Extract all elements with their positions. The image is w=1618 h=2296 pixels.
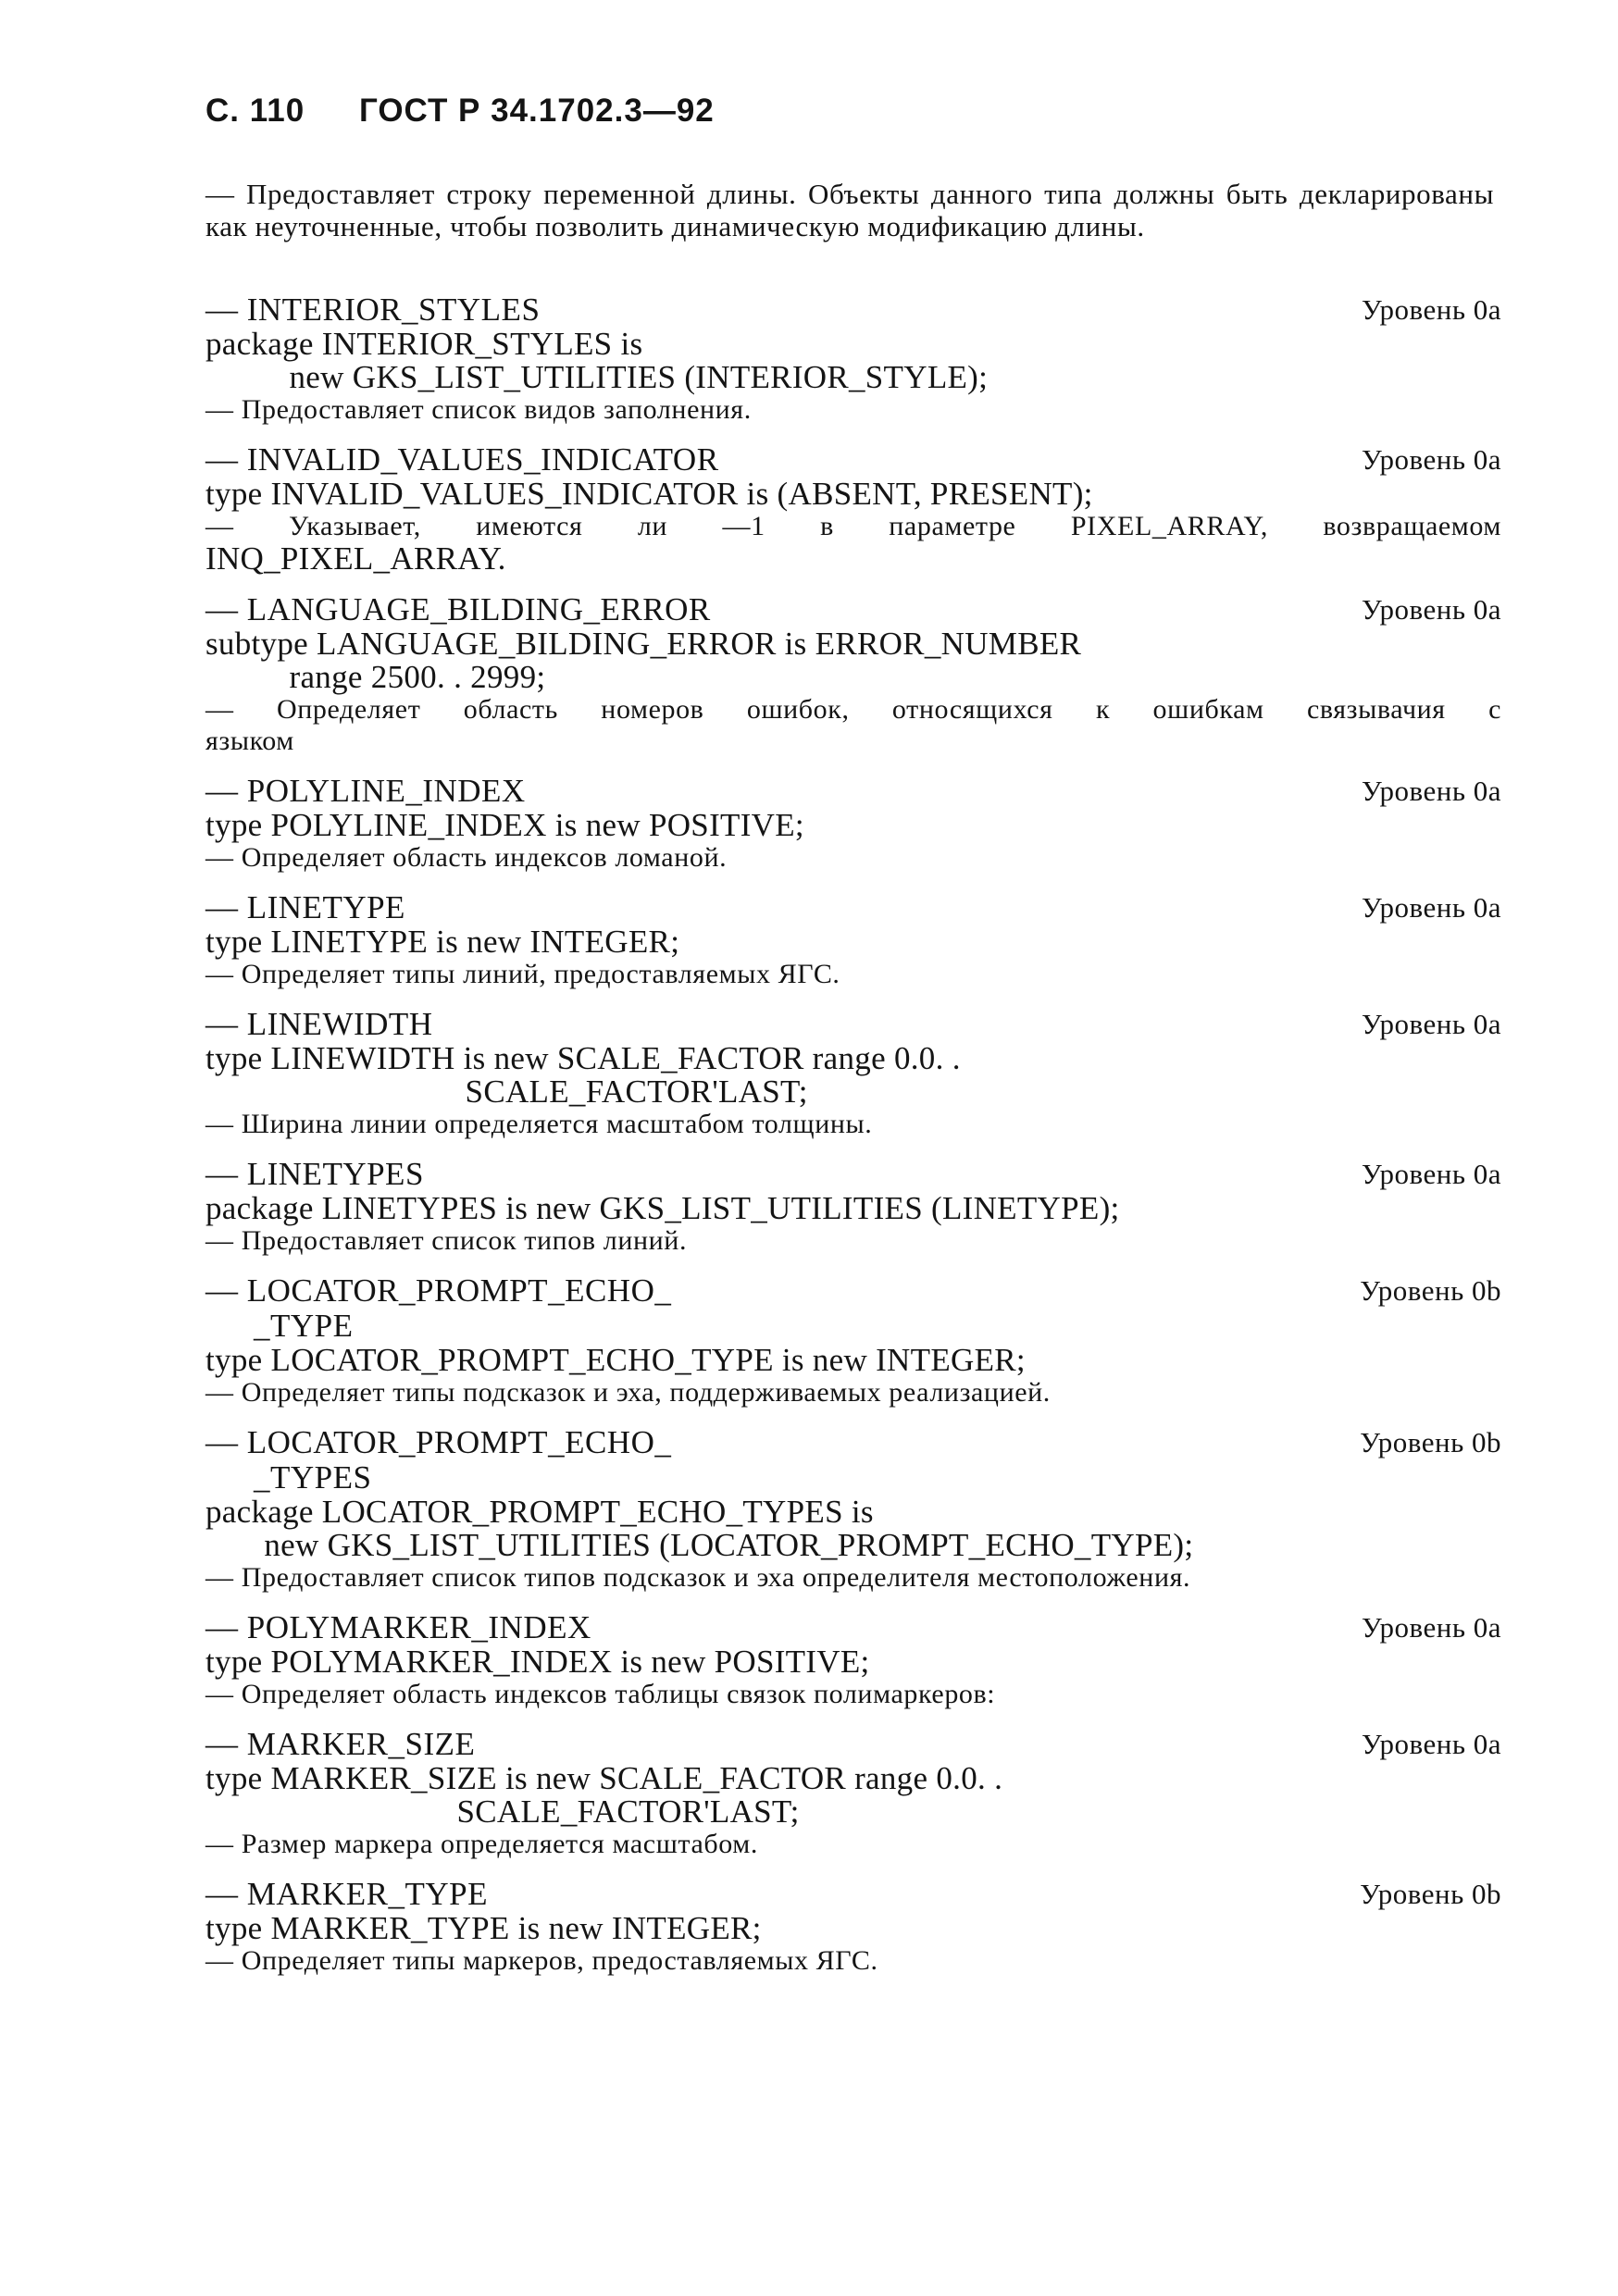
entry-header (205, 1273, 1501, 1344)
entry-code: type POLYLINE_INDEX is new POSITIVE; (205, 807, 804, 843)
entry-header (205, 292, 1501, 328)
entry-code: type LINEWIDTH is new SCALE_FACTOR range 0.0. . SCALE_FACTOR'LAST; (205, 1040, 961, 1110)
entry-header (205, 1727, 1501, 1762)
entry-level: Уровень 0a (1361, 1728, 1501, 1760)
entry-header (205, 890, 1501, 925)
entry-description-continuation: INQ_PIXEL_ARRAY. (205, 540, 506, 577)
entry-description: — Определяет типы подсказок и эха, поддерживаемых реализацией. (205, 1377, 1051, 1408)
definition-entry (205, 1727, 1501, 1860)
entry-code: type MARKER_SIZE is new SCALE_FACTOR range 0.0. . SCALE_FACTOR'LAST; (205, 1760, 1003, 1830)
definition-entry (205, 890, 1501, 990)
page-number: С. 110 (205, 93, 305, 129)
entry-name-continuation: _TYPE (254, 1308, 354, 1344)
entry-header (205, 1877, 1501, 1912)
entry-name: — POLYMARKER_INDEX (205, 1609, 591, 1645)
entry-level: Уровень 0b (1360, 1878, 1501, 1910)
entry-level: Уровень 0a (1361, 1611, 1501, 1644)
entry-level: Уровень 0a (1361, 775, 1501, 807)
entry-header (205, 774, 1501, 809)
definition-entry (205, 1157, 1501, 1257)
entry-name: — LINETYPES (205, 1156, 424, 1192)
entry-name (205, 1273, 1501, 1344)
entry-header (205, 1157, 1501, 1192)
entry-name-line: — LOCATOR_PROMPT_ECHO_ (205, 1424, 672, 1460)
page-header (205, 93, 715, 130)
entry-description-continuation: языком (205, 726, 294, 756)
entry-name: — LINETYPE (205, 889, 405, 925)
entry-description: — Определяет область индексов таблицы связок полимаркеров: (205, 1679, 996, 1709)
entry-name: — LINEWIDTH (205, 1006, 433, 1042)
entry-code: package LINETYPES is new GKS_LIST_UTILITIES (LINETYPE); (205, 1190, 1120, 1226)
entry-header (205, 1425, 1501, 1496)
entry-level: Уровень 0b (1360, 1274, 1501, 1307)
entry-description: — Размер маркера определяется масштабом. (205, 1829, 758, 1859)
entry-code: type LINETYPE is new INTEGER; (205, 924, 680, 960)
entry-description: — Определяет область номеров ошибок, относящихся к ошибкам связывачия с (205, 694, 1501, 725)
entry-name: — POLYLINE_INDEX (205, 773, 526, 809)
entry-level: Уровень 0a (1361, 293, 1501, 326)
entry-description: — Определяет типы линий, предоставляемых ЯГС. (205, 959, 840, 989)
entry-name (205, 1425, 1501, 1496)
entry-name: — LANGUAGE_BILDING_ERROR (205, 591, 711, 627)
entry-name: — INVALID_VALUES_INDICATOR (205, 441, 719, 478)
entry-code: subtype LANGUAGE_BILDING_ERROR is ERROR_NUMBER range 2500. . 2999; (205, 626, 1082, 695)
entry-code: type POLYMARKER_INDEX is new POSITIVE; (205, 1644, 870, 1680)
entry-description: — Определяет область индексов ломаной. (205, 842, 728, 873)
entry-level: Уровень 0a (1361, 443, 1501, 476)
definition-entry (205, 292, 1501, 426)
definition-list (205, 292, 1501, 1993)
entry-level: Уровень 0a (1361, 891, 1501, 924)
definition-entry (205, 1007, 1501, 1140)
entry-header (205, 1007, 1501, 1042)
entry-description: — Предоставляет список типов подсказок и эха определителя местоположения. (205, 1562, 1191, 1593)
entry-description: — Предоставляет список типов линий. (205, 1225, 688, 1256)
entry-name-continuation: _TYPES (254, 1459, 372, 1496)
definition-entry (205, 1273, 1501, 1409)
entry-code: type MARKER_TYPE is new INTEGER; (205, 1910, 762, 1946)
entry-header (205, 442, 1501, 478)
entry-name: — INTERIOR_STYLES (205, 292, 541, 328)
entry-description: — Предоставляет список видов заполнения. (205, 394, 752, 425)
entry-description: — Ширина линии определяется масштабом толщины. (205, 1109, 873, 1139)
entry-code: package INTERIOR_STYLES is new GKS_LIST_UTILITIES (INTERIOR_STYLE); (205, 326, 989, 395)
definition-entry (205, 1425, 1501, 1594)
entry-description: — Определяет типы маркеров, предоставляемых ЯГС. (205, 1945, 878, 1976)
entry-level: Уровень 0a (1361, 1158, 1501, 1190)
entry-level: Уровень 0a (1361, 1008, 1501, 1040)
entry-name: — MARKER_TYPE (205, 1876, 488, 1912)
definition-entry (205, 774, 1501, 874)
entry-description: — Указывает, имеются ли —1 в параметре PIXEL_ARRAY, возвращаемом (205, 511, 1501, 541)
entry-header (205, 592, 1501, 627)
entry-header (205, 1610, 1501, 1645)
standard-designation: ГОСТ Р 34.1702.3—92 (358, 93, 715, 129)
definition-entry (205, 1877, 1501, 1977)
entry-code: type INVALID_VALUES_INDICATOR is (ABSENT, PRESENT); (205, 476, 1093, 512)
definition-entry (205, 1610, 1501, 1710)
definition-entry (205, 592, 1501, 757)
entry-code: package LOCATOR_PROMPT_ECHO_TYPES is new GKS_LIST_UTILITIES (LOCATOR_PROMPT_ECHO_TYPE); (205, 1494, 1194, 1563)
entry-name: — MARKER_SIZE (205, 1726, 476, 1762)
intro-paragraph: — Предоставляет строку переменной длины. Объекты данного типа должны быть декларированы как неуточненные, чтобы позволить динамическую модификацию длины. (205, 178, 1494, 242)
entry-code: type LOCATOR_PROMPT_ECHO_TYPE is new INTEGER; (205, 1342, 1026, 1378)
definition-entry (205, 442, 1501, 576)
entry-name-line: — LOCATOR_PROMPT_ECHO_ (205, 1272, 672, 1309)
entry-level: Уровень 0a (1361, 593, 1501, 626)
entry-level: Уровень 0b (1360, 1426, 1501, 1458)
